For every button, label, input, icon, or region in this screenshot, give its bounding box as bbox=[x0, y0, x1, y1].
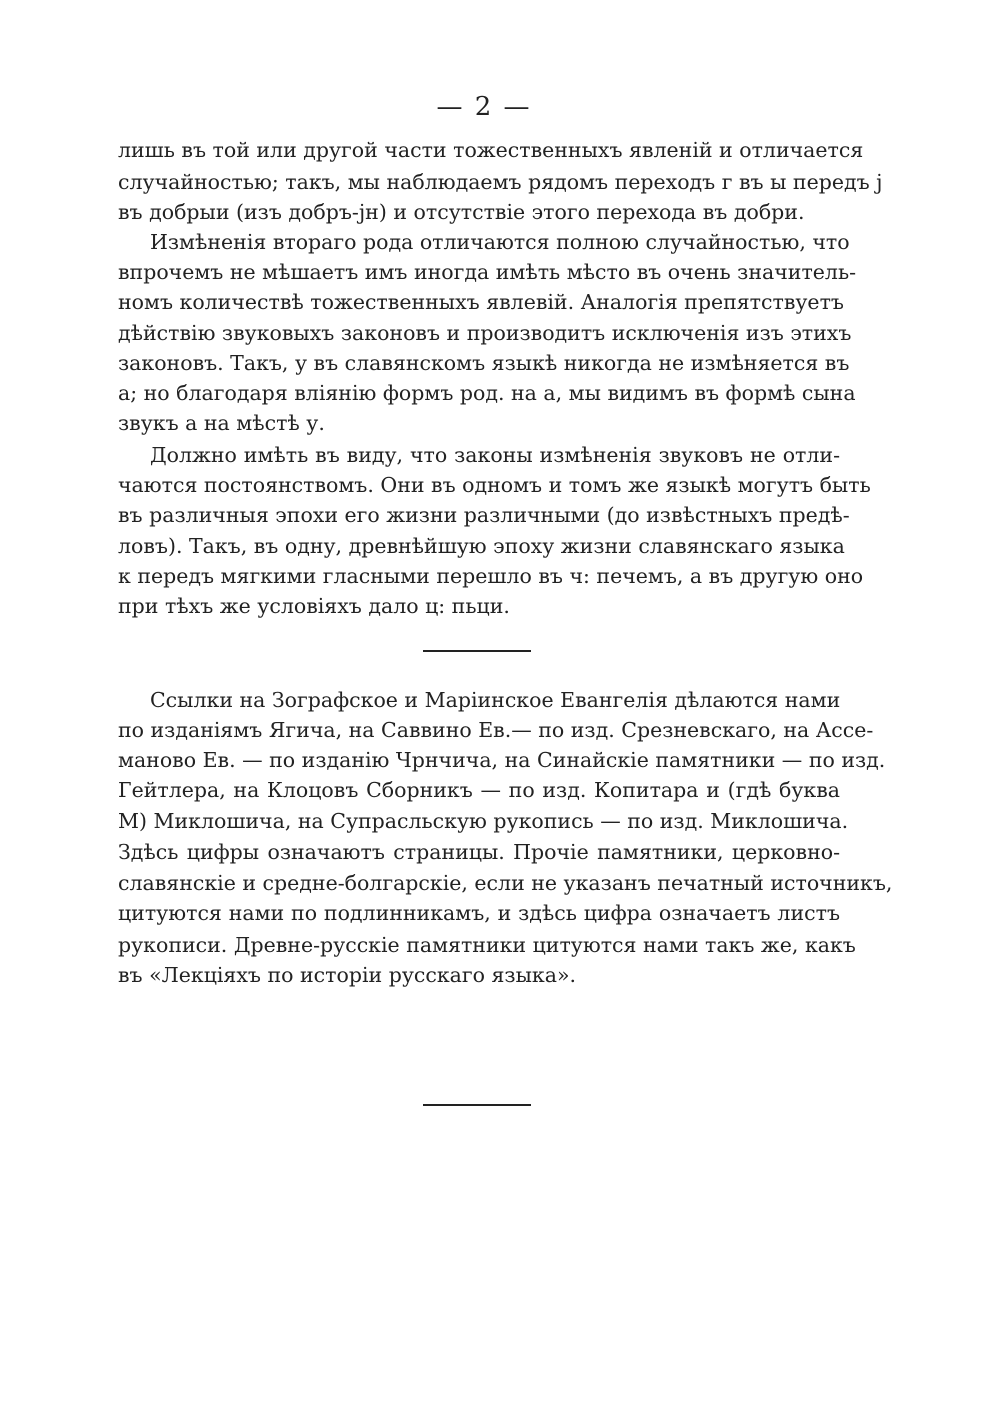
body-line: впрочемъ не мѣшаетъ имъ иногда имѣть мѣсто въ очень значитель- bbox=[118, 260, 857, 284]
body-line: лишь въ той или другой части тожественныхъ явленій и отличается bbox=[118, 138, 864, 162]
note-line: Здѣсь цифры означаютъ страницы. Прочіе памятники, церковно- bbox=[118, 840, 840, 864]
body-line: ловъ). Такъ, въ одну, древнѣйшую эпоху жизни славянскаго языка bbox=[118, 534, 845, 558]
page-number: — 2 — bbox=[436, 92, 532, 122]
body-line: Должно имѣть въ виду, что законы измѣненія звуковъ не отли- bbox=[150, 443, 840, 467]
body-line: дѣйствію звуковыхъ законовъ и производитъ исключенія изъ этихъ bbox=[118, 321, 852, 345]
note-line: цитуются нами по подлинникамъ, и здѣсь цифра означаетъ листъ bbox=[118, 901, 840, 925]
note-line: по изданіямъ Ягича, на Саввино Ев.— по изд. Срезневскаго, на Ассе- bbox=[118, 718, 874, 742]
note-line: рукописи. Древне-русскіе памятники цитуются нами такъ же, какъ bbox=[118, 933, 856, 957]
note-line: маново Ев. — по изданію Чрнчича, на Синайскіе памятники — по изд. bbox=[118, 748, 886, 772]
body-line: а; но благодаря вліянію формъ род. на а, мы видимъ въ формѣ сына bbox=[118, 381, 856, 405]
note-line: Ссылки на Зографское и Маріинское Евангелія дѣлаются нами bbox=[150, 688, 841, 712]
body-line: номъ количествѣ тожественныхъ явлевій. Аналогія препятствуетъ bbox=[118, 290, 844, 314]
note-line: въ «Лекціяхъ по исторіи русскаго языка». bbox=[118, 963, 576, 987]
body-line: Измѣненія втораго рода отличаются полною случайностью, что bbox=[150, 230, 850, 254]
body-line: чаются постоянствомъ. Они въ одномъ и томъ же языкѣ могутъ быть bbox=[118, 473, 871, 497]
note-line: М) Миклошича, на Супрасльскую рукопись — по изд. Миклошича. bbox=[118, 809, 849, 833]
body-line: случайностью; такъ, мы наблюдаемъ рядомъ переходъ г въ ы передъ j bbox=[118, 170, 883, 194]
body-line: законовъ. Такъ, у въ славянскомъ языкѣ никогда не измѣняется въ bbox=[118, 351, 850, 375]
body-line: к передъ мягкими гласными перешло въ ч: печемъ, а въ другую оно bbox=[118, 564, 864, 588]
body-line: при тѣхъ же условіяхъ дало ц: пьци. bbox=[118, 594, 510, 618]
body-line: звукъ а на мѣстѣ у. bbox=[118, 411, 325, 435]
body-line: въ различныя эпохи его жизни различными (до извѣстныхъ предѣ- bbox=[118, 503, 850, 527]
end-divider bbox=[423, 1104, 531, 1106]
body-line: въ добрыи (изъ добръ-јн) и отсутствіе этого перехода въ добри. bbox=[118, 200, 805, 224]
section-divider bbox=[423, 650, 531, 652]
note-line: Гейтлера, на Клоцовъ Сборникъ — по изд. Копитара и (гдѣ буква bbox=[118, 778, 840, 802]
note-line: славянскіе и средне-болгарскіе, если не указанъ печатный источникъ, bbox=[118, 871, 893, 895]
